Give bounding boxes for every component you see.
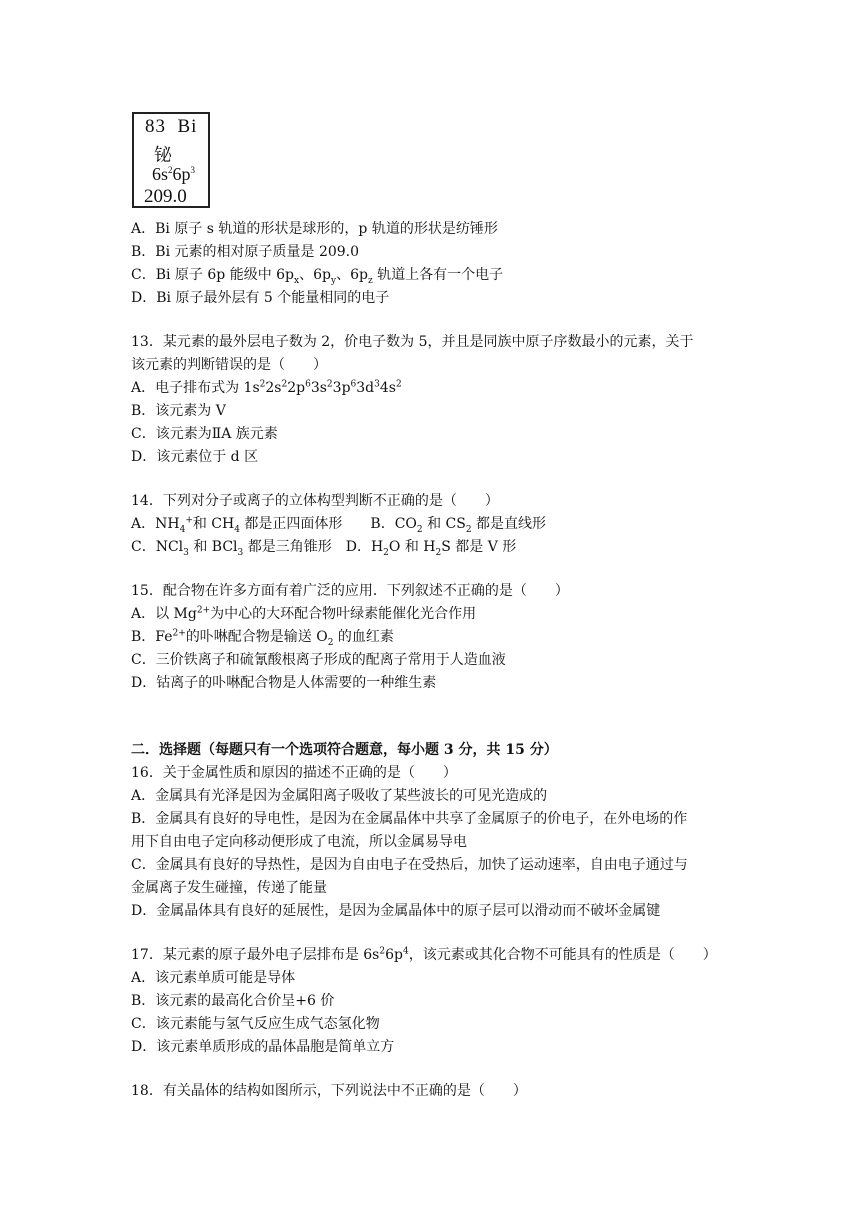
section-heading: 二．选择题（每题只有一个选项符合题意，每小题 3 分，共 15 分） (131, 742, 558, 758)
q13-option-a: A．电子排布式为 $1s^22s^22p^63s^23p^63d^34s^2$ (131, 379, 402, 396)
element-symbol: Bi (177, 116, 198, 137)
q12-option-a: A．Bi 原子 s 轨道的形状是球形的，p 轨道的形状是纺锤形 (131, 221, 498, 237)
q13-option-d: D．该元素位于 d 区 (131, 449, 259, 465)
q16-option-d: D．金属晶体具有良好的延展性，是因为金属晶体中的原子层可以滑动而不破坏金属键 (131, 903, 661, 919)
electron-config: $6s^26p^3$ (152, 164, 196, 184)
q12-option-b: B．Bi 元素的相对原子质量是 209.0 (131, 244, 360, 260)
q16-option-c-line2: 金属离子发生碰撞，传递了能量 (131, 880, 327, 896)
q12-option-d: D．Bi 原子最外层有 5 个能量相同的电子 (131, 290, 390, 306)
q17-option-d: D．该元素单质形成的晶体晶胞是简单立方 (131, 1039, 395, 1055)
q16-stem: 16．关于金属性质和原因的描述不正确的是（ ） (131, 765, 457, 781)
atomic-number: 83 (145, 116, 166, 137)
element-name: 铋 (154, 145, 172, 165)
element-card (132, 112, 210, 208)
q16-option-b-line1: B．金属具有良好的导电性，是因为在金属晶体中共享了金属原子的价电子，在外电场的作 (131, 811, 688, 827)
q17-option-b: B．该元素的最高化合价呈+6 价 (131, 993, 335, 1009)
q18-stem: 18．有关晶体的结构如图所示，下列说法中不正确的是（ ） (131, 1083, 527, 1099)
q14-stem: 14．下列对分子或离子的立体构型判断不正确的是（ ） (131, 493, 499, 509)
q15-option-d: D．钴离子的卟啉配合物是人体需要的一种维生素 (131, 675, 437, 691)
q17-option-c: C．该元素能与氢气反应生成气态氢化物 (131, 1016, 380, 1032)
q15-stem: 15．配合物在许多方面有着广泛的应用．下列叙述不正确的是（ ） (131, 583, 569, 599)
q13-stem-line1: 13．某元素的最外层电子数为 2，价电子数为 5，并且是同族中原子序数最小的元素，关于 (131, 334, 694, 350)
q17-stem: 17．某元素的原子最外电子层排布是 $6s^26p^4$，该元素或其化合物不可能具有的性质是（ ） (131, 946, 717, 963)
q15-option-a: A．以 $Mg^{2+}$为中心的大环配合物叶绿素能催化光合作用 (131, 605, 477, 622)
q16-option-b-line2: 用下自由电子定向移动便形成了电流，所以金属易导电 (131, 834, 467, 850)
element-card-header (145, 116, 197, 138)
q16-option-c-line1: C．金属具有良好的导热性，是因为自由电子在受热后，加快了运动速率，自由电子通过与 (131, 857, 688, 873)
q13-stem-line2: 该元素的判断错误的是（ ） (131, 357, 327, 373)
q13-option-b: B．该元素为 V (131, 403, 226, 419)
atomic-mass: 209.0 (144, 186, 187, 207)
q15-option-b: B．$Fe^{2+}$的卟啉配合物是输送 $O_2$ 的血红素 (131, 628, 394, 648)
q14-options-cd: C．NCl$_3$ 和 BCl$_3$ 都是三角锥形 D．$H_2O$ 和 $H_2S$ 都是 V 形 (131, 539, 517, 558)
q17-option-a: A．该元素单质可能是导体 (131, 970, 296, 986)
q14-options-ab: A．$NH_4^+$和 $CH_4$ 都是正四面体形 B．$CO_2$ 和 $CS_2$ 都是直线形 (131, 515, 547, 535)
q15-option-c: C．三价铁离子和硫氰酸根离子形成的配离子常用于人造血液 (131, 652, 506, 668)
q13-option-c: C．该元素为ⅡA 族元素 (131, 426, 278, 442)
q12-option-c: C．Bi 原子 6p 能级中 $6p_x$、$6p_y$、$6p_z$ 轨道上各有一个电子 (131, 267, 504, 286)
q16-option-a: A．金属具有光泽是因为金属阳离子吸收了某些波长的可见光造成的 (131, 788, 548, 804)
